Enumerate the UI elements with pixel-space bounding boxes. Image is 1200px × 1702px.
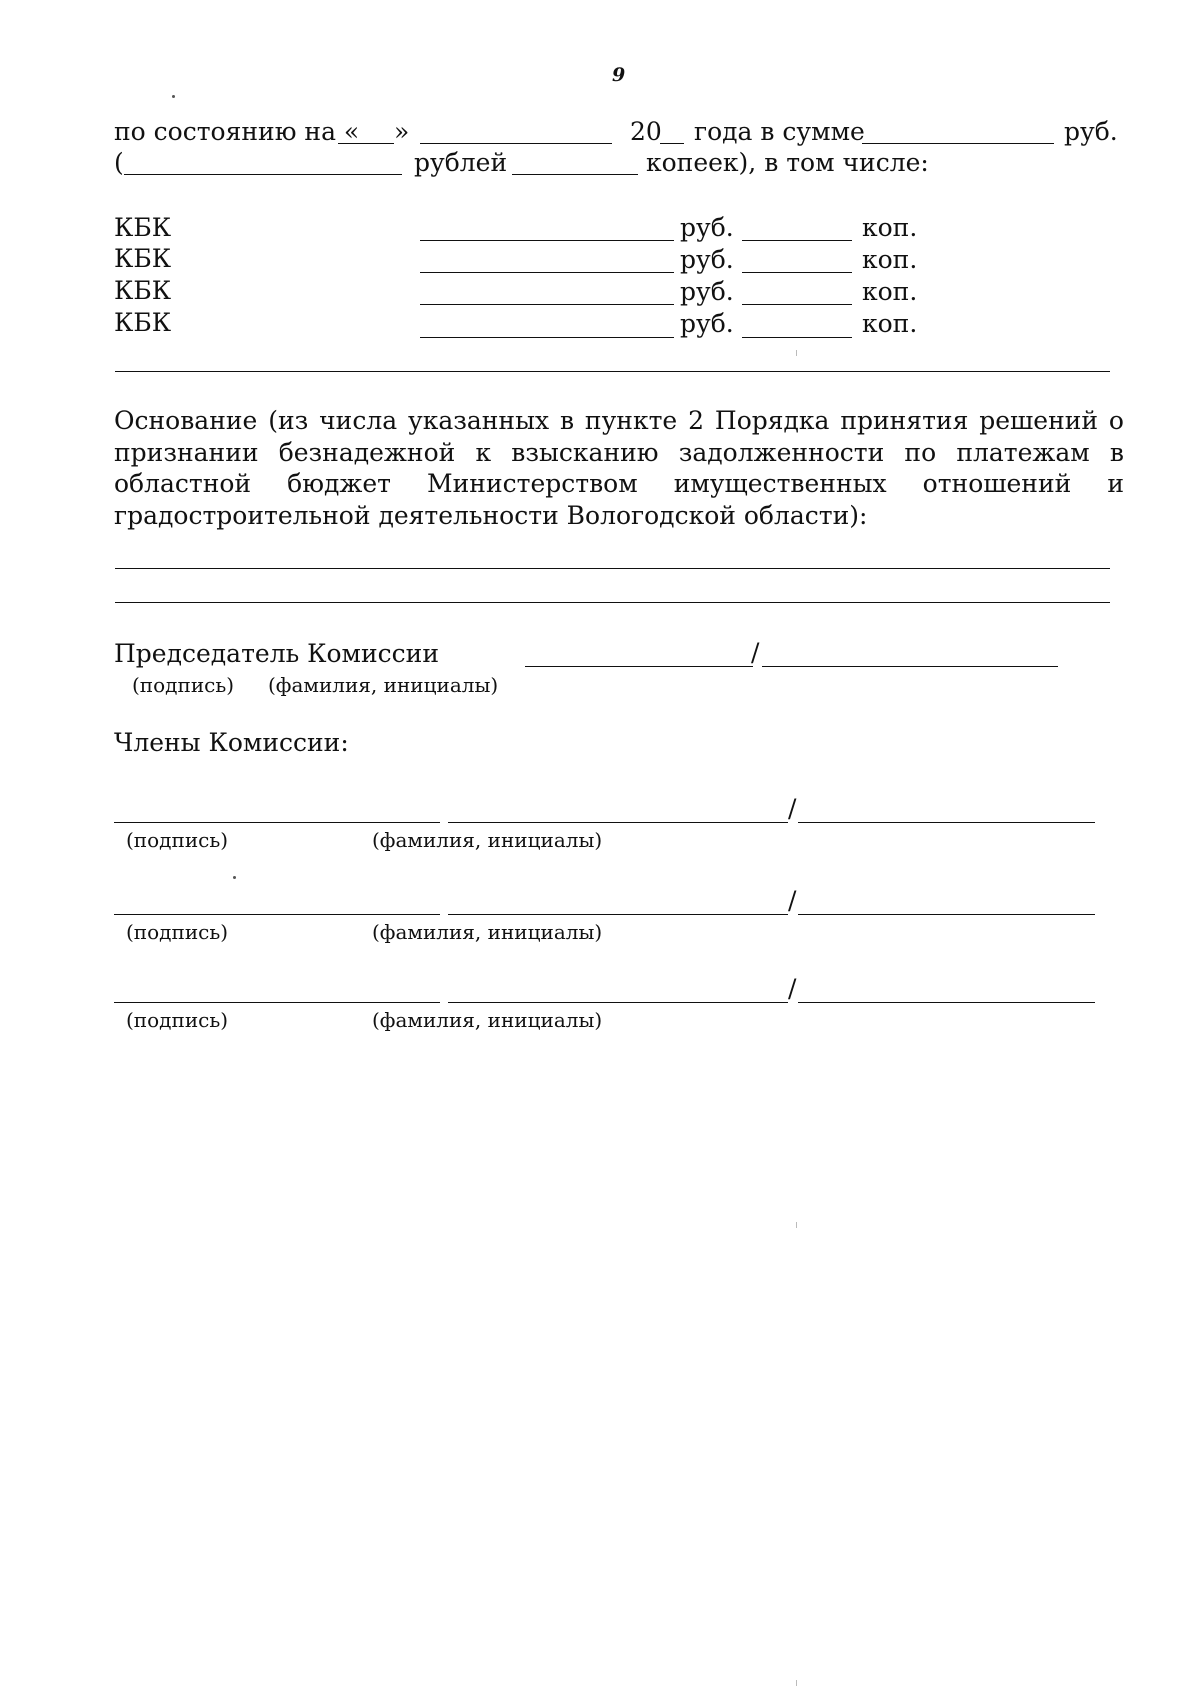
year-prefix: 20: [630, 117, 662, 146]
kbk-kop-label: коп.: [862, 245, 918, 274]
member-signature-blank[interactable]: [114, 914, 440, 915]
kbk-kop-label: коп.: [862, 309, 918, 338]
page-number: 9: [612, 64, 626, 86]
kbk-kop-label: коп.: [862, 277, 918, 306]
member-extra-blank[interactable]: [798, 1002, 1095, 1003]
rubles-words-blank[interactable]: [124, 174, 402, 175]
member-extra-blank[interactable]: [798, 914, 1095, 915]
chairman-name-blank[interactable]: [762, 666, 1058, 667]
kbk-label: КБК: [114, 308, 172, 337]
separator-line: [115, 371, 1110, 372]
in-amount-label: года в сумме: [694, 117, 865, 146]
as-of-label: по состоянию на «: [114, 117, 360, 146]
member-slash: /: [788, 974, 797, 1003]
basis-blank-line[interactable]: [115, 602, 1110, 603]
member-signature-blank[interactable]: [114, 822, 440, 823]
scan-speck: [233, 876, 236, 879]
scan-speck: [796, 1680, 797, 1686]
amount-blank[interactable]: [862, 143, 1054, 144]
member-signature-caption: (подпись): [126, 828, 229, 852]
member-name-caption: (фамилия, инициалы): [372, 920, 603, 944]
basis-blank-line[interactable]: [115, 568, 1110, 569]
member-extra-blank[interactable]: [798, 822, 1095, 823]
kbk-kop-blank[interactable]: [742, 272, 852, 273]
member-signature-blank[interactable]: [114, 1002, 440, 1003]
kbk-label: КБК: [114, 276, 172, 305]
kopecks-blank[interactable]: [512, 174, 638, 175]
basis-paragraph: Основание (из числа указанных в пункте 2 Порядка принятия решений о признании безнадежной к взысканию задолженности по платежам в областной бюджет Министерством имущественных отношений и градостроительной деятельности Вологодской области):: [114, 406, 1124, 530]
rub-label: руб.: [1064, 117, 1118, 146]
chairman-title: Председатель Комиссии: [114, 639, 439, 668]
member-name-blank[interactable]: [448, 914, 788, 915]
member-name-caption: (фамилия, инициалы): [372, 828, 603, 852]
scan-speck: [796, 350, 797, 356]
rubles-label: рублей: [414, 148, 508, 177]
year-blank[interactable]: [660, 143, 684, 144]
kopecks-label: копеек), в том числе:: [646, 148, 929, 177]
kbk-kop-label: коп.: [862, 213, 918, 242]
kbk-rub-blank[interactable]: [420, 240, 674, 241]
scan-speck: [796, 1222, 797, 1228]
kbk-kop-blank[interactable]: [742, 337, 852, 338]
member-name-blank[interactable]: [448, 822, 788, 823]
chairman-slash: /: [751, 638, 760, 667]
chairman-signature-caption: (подпись): [132, 673, 235, 697]
members-title: Члены Комиссии:: [114, 728, 349, 757]
member-signature-caption: (подпись): [126, 920, 229, 944]
member-name-blank[interactable]: [448, 1002, 788, 1003]
chairman-signature-blank[interactable]: [525, 666, 753, 667]
member-signature-caption: (подпись): [126, 1008, 229, 1032]
member-slash: /: [788, 794, 797, 823]
kbk-label: КБК: [114, 213, 172, 242]
kbk-rub-label: руб.: [680, 309, 734, 338]
open-paren: (: [114, 148, 124, 177]
kbk-rub-blank[interactable]: [420, 337, 674, 338]
kbk-label: КБК: [114, 244, 172, 273]
kbk-rub-label: руб.: [680, 245, 734, 274]
day-blank[interactable]: [338, 143, 394, 144]
kbk-rub-label: руб.: [680, 213, 734, 242]
chairman-name-caption: (фамилия, инициалы): [268, 673, 499, 697]
month-blank[interactable]: [420, 143, 612, 144]
kbk-kop-blank[interactable]: [742, 304, 852, 305]
kbk-rub-label: руб.: [680, 277, 734, 306]
kbk-kop-blank[interactable]: [742, 240, 852, 241]
member-slash: /: [788, 886, 797, 915]
kbk-rub-blank[interactable]: [420, 272, 674, 273]
kbk-rub-blank[interactable]: [420, 304, 674, 305]
member-name-caption: (фамилия, инициалы): [372, 1008, 603, 1032]
scan-speck: [172, 95, 175, 98]
quote-close: »: [394, 117, 410, 146]
